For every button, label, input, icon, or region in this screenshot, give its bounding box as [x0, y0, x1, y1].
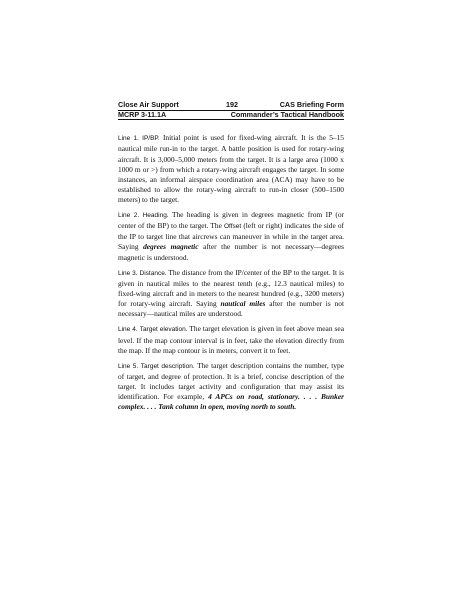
line-term: IP/BP.: [142, 135, 160, 143]
running-header-top: [118, 101, 344, 109]
line-label: Line 5.: [118, 362, 139, 370]
header-handbook-title: Commander’s Tactical Handbook: [230, 109, 344, 119]
line-text: The target elevation is given in feet above mean sea level. If the map contour interval is in feet, take the elevation directly from the map. If the map contour is in meters, convert it to feet.: [118, 324, 344, 355]
line-term: Target description.: [140, 362, 195, 370]
paragraph-line-3: [118, 268, 344, 319]
line-emphasis: degrees magnetic: [143, 242, 199, 252]
line-text: (left or right) indicates the side of the IP to target line that aircrews can maneuver in while in the target area. Saying: [118, 221, 344, 252]
paragraph-line-1: [118, 133, 344, 205]
line-text: after the number is not necessary—nautical miles are understood.: [118, 299, 344, 319]
paragraph-line-2: [118, 210, 344, 262]
header-section-title: Close Air Support: [118, 100, 179, 109]
line-emphasis: nautical miles: [220, 299, 266, 309]
line-label: Line 1.: [118, 135, 139, 143]
document-page: [118, 101, 344, 418]
paragraph-line-4: [118, 324, 344, 355]
line-label: Line 2.: [118, 212, 140, 220]
line-text: The target description contains the number, type of target, and degree of protection. It is a brief, concise description of the target. It includes target activity and configuration that may assist its identification. For example,: [118, 360, 344, 402]
line-text: The heading is given in degrees magnetic from IP (or center of the BP) to the target. The: [118, 210, 344, 231]
header-rule-bottom: [118, 119, 344, 120]
line-term: Distance.: [139, 269, 167, 277]
running-header-bottom: [118, 111, 344, 119]
line-label: Line 4.: [118, 326, 138, 334]
header-form-title: CAS Briefing Form: [279, 100, 344, 109]
line-term-offset: Offset: [224, 223, 242, 231]
header-publication-id: MCRP 3-11.1A: [118, 109, 167, 119]
line-term: Heading.: [142, 212, 169, 220]
line-text: Initial point is used for fixed-wing aircraft. It is the 5–15 nautical mile run-in to the target. A battle position is used for rotary-wing aircraft. It is 3,000–5,000 meters from the target. It is a large area (1000 x 1000 m or >) from which a rotary-wing aircraft engages the target. In some instances, an informal airspace coordination area (ACA) may have to be established to allow the rotary-wing aircraft to run-in closer (500–1500 meters) to the target.: [118, 133, 344, 204]
paragraph-line-5: [118, 361, 344, 412]
page-number: 192: [226, 100, 238, 109]
line-text: The distance from the IP/center of the BP to the target. It is given in nautical miles to the nearest tenth (e.g., 12.3 nautical miles) to fixed-wing aircraft and in meters to the nearest hundred (e.g., 3200 meters) for rotary-wing aircraft. Saying: [118, 267, 344, 309]
line-label: Line 3.: [118, 269, 138, 277]
line-emphasis: 4 APCs on road, stationary. . . . Bunker complex. . . . Tank column in open, moving north to south.: [118, 392, 344, 412]
document-body: [118, 133, 344, 412]
line-term: Target elevation.: [139, 326, 188, 334]
line-text: after the number is not necessary—degrees magnetic is understood.: [118, 242, 344, 262]
